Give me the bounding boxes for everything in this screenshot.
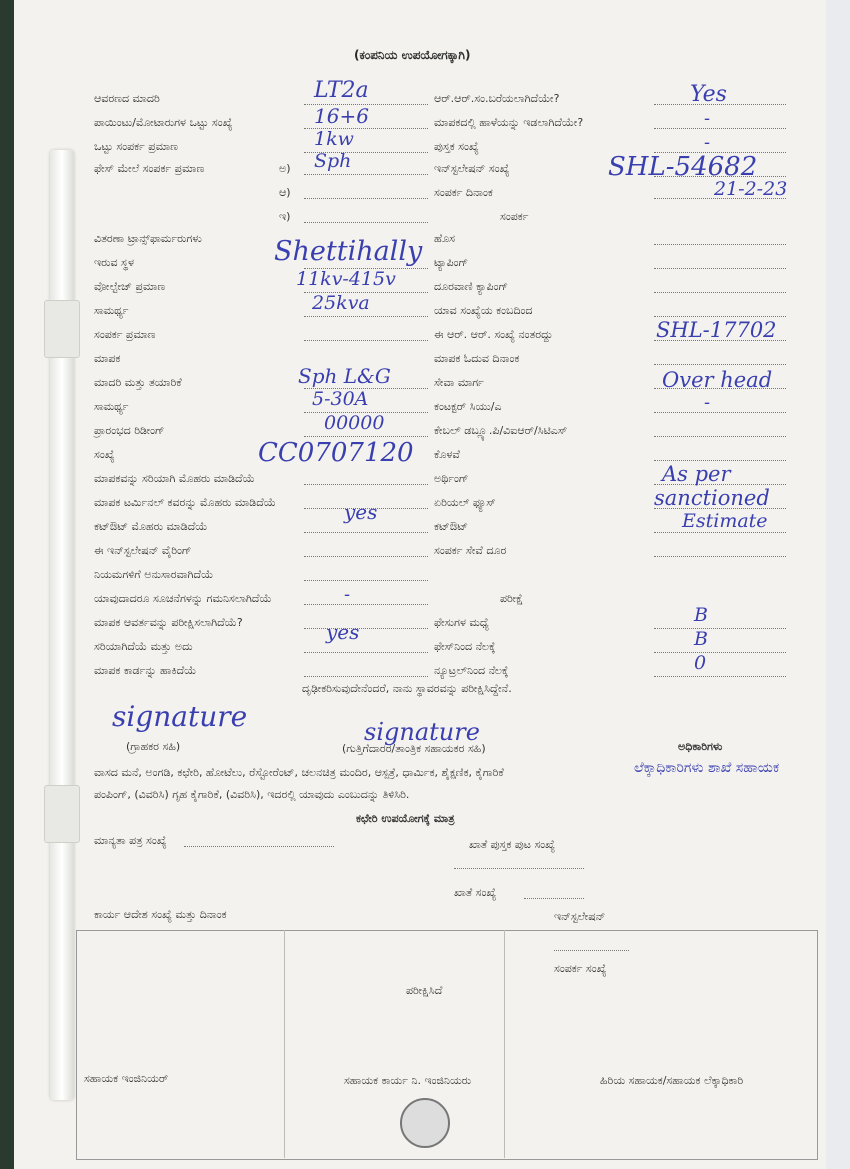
hw-dash: -	[344, 584, 351, 605]
hw-installation-type: LT2a	[314, 78, 369, 103]
field-label: ಮಾನ್ಯತಾ ಪತ್ರ ಸಂಖ್ಯೆ	[94, 834, 167, 847]
fill-line	[304, 222, 428, 223]
field-label: ಈ ಆರ್. ಆರ್. ಸಂಖ್ಯೆ ನಂತರದ್ದು	[434, 328, 553, 341]
fill-line	[654, 364, 786, 365]
company-logo-seal	[400, 1098, 450, 1148]
field-label: ಯಾವುದಾದರೂ ಸೂಚನೆಗಳನ್ನು ಗಮನಿಸಲಾಗಿದೆಯೆ	[94, 592, 272, 605]
field-label: ದೂರವಾಣಿ ಕ್ಯಾಪಿಂಗ್	[434, 280, 508, 293]
hw-voltage: 11kv-415v	[296, 268, 396, 290]
field-label: ಸಂಪರ್ಕ	[500, 210, 529, 223]
fill-line	[304, 628, 428, 629]
hw-earthing-2: sanctioned	[654, 486, 770, 510]
field-label: ಹೊಸ	[434, 232, 455, 245]
field-label: ಸಾಮರ್ಥ್ಯ	[94, 400, 129, 413]
field-label: ಅರ್ಥಿಂಗ್	[434, 472, 469, 485]
sub-marker: ಆ)	[279, 186, 291, 199]
hw-phase-phase: B	[694, 604, 708, 626]
field-label: ಫೇಸ್‌ನಿಂದ ನೆಲಕ್ಕೆ	[434, 640, 496, 653]
hw-initial-reading: 00000	[324, 412, 385, 434]
field-label: ಕೊಳವೆ	[434, 448, 460, 461]
fill-line	[654, 556, 786, 557]
field-label: ಆರ್.ಆರ್.ಸಂ.ಬರೆಯಲಾಗಿದೆಯೇ?	[434, 92, 560, 105]
office-use-title: ಕಛೇರಿ ಉಪಯೋಗಕ್ಕೆ ಮಾತ್ರ	[356, 812, 455, 825]
fill-line	[554, 950, 629, 951]
fill-line	[304, 436, 428, 437]
field-label: ಕೇಬಲ್ ಡಬ್ಲ್ಯೂ.ಪಿ/ವಿಐಆರ್/ಸಿಟಿಎಸ್	[434, 424, 568, 437]
hw-after-rr-number: SHL-17702	[656, 318, 777, 342]
fill-line	[304, 316, 428, 317]
hw-seal-yes: yes	[344, 500, 378, 524]
sub-marker: ಇ)	[279, 210, 291, 223]
fill-line	[184, 846, 334, 847]
field-label: ಮಾಪಕ ಕಾರ್ಡನ್ನು ಹಾಕಿದೆಯೆ	[94, 664, 197, 677]
field-label: ಮಾಪಕ	[94, 352, 121, 365]
table-divider	[284, 930, 286, 1158]
fill-line	[654, 676, 786, 677]
fill-line	[654, 652, 786, 653]
officer-sign-label: ಅಧಿಕಾರಿಗಳು	[678, 740, 723, 753]
fill-line	[304, 484, 428, 485]
usage-line: ವಾಸದ ಮನೆ, ಅಂಗಡಿ, ಕಛೇರಿ, ಹೋಟೆಲು, ರೆಸ್ಟೋರೆಂಟ್, ಚಲನಚಿತ್ರ ಮಂದಿರ, ಆಸ್ಪತ್ರೆ, ಧಾರ್ಮಿಕ, ಶೈಕ್ಷಣಿಕ, ಕೈಗಾರಿಕೆ	[94, 766, 504, 779]
hw-dash: -	[704, 108, 711, 129]
fill-line	[654, 128, 786, 129]
field-label: ಇನ್‌ಸ್ಟಲೇಷನ್ ಸಂಖ್ಯೆ	[434, 162, 510, 175]
fill-line	[304, 198, 428, 199]
field-label: ಕಂಟಕ್ಟರ್ ಸಿಯು/ಎ	[434, 400, 502, 413]
field-label: ಯಾವ ಸಂಖ್ಯೆಯ ಕಂಬದಿಂದ	[434, 304, 533, 317]
fill-line	[654, 412, 786, 413]
field-label: ಪರೀಕ್ಷಿಸಿದೆ	[406, 984, 443, 997]
hw-location: Shettihally	[274, 236, 423, 267]
field-label: ಮಾಪಕ ಟರ್ಮಿನಲ್ ಕವರನ್ನು ಮೊಹರು ಮಾಡಿದೆಯೆ	[94, 496, 276, 509]
ae-sign-label: ಸಹಾಯಕ ಇಂಜಿನಿಯರ್	[84, 1072, 169, 1085]
fill-line	[654, 532, 786, 533]
field-label: ಸಂಪರ್ಕ ಪ್ರಮಾಣ	[94, 328, 156, 341]
field-label: ಆವರಣದ ಮಾದರಿ	[94, 92, 160, 105]
table-divider	[504, 930, 506, 1158]
field-label: ಟ್ಯಾಪಿಂಗ್	[434, 256, 469, 269]
form-page	[14, 0, 840, 1169]
field-label: ಮಾಪಕದಲ್ಲಿ ಹಾಳೆಯನ್ನು ಇಡಲಾಗಿದೆಯೇ?	[434, 116, 584, 129]
aee-sign-label: ಸಹಾಯಕ ಕಾರ್ಯ ನಿ. ಇಂಜಿನಿಯರು	[344, 1074, 472, 1087]
hw-neutral-earth: 0	[694, 652, 707, 674]
field-label: ಒಟ್ಟು ಸಂಪರ್ಕ ಪ್ರಮಾಣ	[94, 140, 178, 153]
field-label: ವೋಲ್ಟೇಜ್ ಪ್ರಮಾಣ	[94, 280, 166, 293]
field-label: ನಿಯಮಗಳಿಗೆ ಅನುಸಾರವಾಗಿದೆಯೆ	[94, 568, 214, 581]
field-label: ಸರಿಯಾಗಿದೆಯೆ ಮತ್ತು ಅದು	[94, 640, 193, 653]
hw-phase: Sph	[314, 150, 352, 172]
fill-line	[454, 868, 584, 869]
field-label: ಈ ಇನ್‌ಸ್ಟಲೇಷನ್ ವೈರಿಂಗ್	[94, 544, 192, 557]
field-label: ಸಂಪರ್ಕ ಸಂಖ್ಯೆ	[554, 962, 607, 975]
hw-rr-yes: Yes	[690, 82, 727, 107]
fill-line	[654, 436, 786, 437]
fill-line	[654, 460, 786, 461]
declaration: ದೃಢೀಕರಿಸುವುದೇನೆಂದರೆ, ನಾನು ಸ್ಥಾವರವನ್ನು ಪರೀಕ್ಷಿಸಿದ್ದೇನೆ.	[302, 682, 512, 695]
field-label: ಖಾತೆ ಪುಸ್ತಕ ಪುಟ ಸಂಖ್ಯೆ	[469, 838, 556, 851]
hw-meter-number: CC0707120	[258, 438, 414, 468]
field-label: ಇನ್‌ಸ್ಟಲೇಷನ್	[554, 910, 606, 923]
fill-line	[304, 174, 428, 175]
fill-line	[654, 292, 786, 293]
hw-points: 16+6	[314, 104, 369, 128]
usage-line: ಪಂಪಿಂಗ್, (ವಿವರಿಸಿ) ಗೃಹ ಕೈಗಾರಿಕೆ, (ವಿವರಿಸಿ), ಇದರಲ್ಲಿ ಯಾವುದು ಎಂಬುದನ್ನು ತಿಳಿಸಿರಿ.	[94, 788, 410, 801]
fill-line	[304, 556, 428, 557]
fill-line	[304, 676, 428, 677]
field-label: ಕಟ್‌ಔಟ್	[434, 520, 468, 533]
field-label: ನ್ಯೂಟ್ರಲ್‌ನಿಂದ ನೆಲಕ್ಕೆ	[434, 664, 509, 677]
field-label: ಫೇಸುಗಳ ಮಧ್ಯೆ	[434, 616, 489, 629]
binder-clip	[44, 300, 80, 358]
field-label: ಸಂಪರ್ಕ ಸೇವೆ ದೂರ	[434, 544, 507, 557]
hw-meter-make: Sph L&G	[298, 364, 391, 388]
page-edge	[826, 0, 850, 1169]
binder-spine	[50, 150, 74, 1100]
field-label: ಮಾಪಕವನ್ನು ಸರಿಯಾಗಿ ಮೊಹರು ಮಾಡಿದೆಯೆ	[94, 472, 255, 485]
binder-clip	[44, 785, 80, 843]
hw-dash: -	[704, 132, 711, 153]
form-header: (ಕಂಪನಿಯ ಉಪಯೋಗಕ್ಕಾಗಿ)	[354, 48, 471, 62]
hw-phase-earth: B	[694, 628, 708, 650]
field-label: ಸೇವಾ ಮಾರ್ಗ	[434, 376, 484, 389]
fill-line	[524, 898, 584, 899]
hw-installation-number: SHL-54682	[608, 152, 758, 182]
customer-sign-label: (ಗ್ರಾಹಕರ ಸಹಿ)	[126, 740, 181, 753]
field-label: ಫೇಸ್ ಮೇಲೆ ಸಂಪರ್ಕ ಪ್ರಮಾಣ	[94, 162, 205, 175]
field-label: ಪ್ರಾರಂಭದ ರಿಡೀಂಗ್	[94, 424, 165, 437]
fill-line	[304, 580, 428, 581]
hw-service-line: Over head	[662, 368, 773, 392]
fill-line	[654, 316, 786, 317]
field-label: ಮಾದರಿ ಮತ್ತು ತಯಾರಿಕೆ	[94, 376, 182, 389]
field-label: ಮಾಪಕ ಓದುವ ದಿನಾಂಕ	[434, 352, 520, 365]
field-label: ಕಾರ್ಯ ಆದೇಶ ಸಂಖ್ಯೆ ಮತ್ತು ದಿನಾಂಕ	[94, 908, 227, 921]
hw-dash: -	[704, 392, 711, 413]
hw-capacity: 25kva	[312, 292, 370, 314]
fill-line	[304, 532, 428, 533]
hw-card-yes: yes	[326, 620, 360, 644]
contractor-sign-label: (ಗುತ್ತಿಗೆದಾರರ/ತಾಂತ್ರಿಕ ಸಹಾಯಕರ ಸಹಿ)	[342, 742, 486, 755]
field-label: ಇರುವ ಸ್ಥಳ	[94, 256, 134, 269]
field-label: ಏರಿಯಲ್ ಫ್ಯೂಸ್	[434, 496, 496, 509]
fill-line	[654, 268, 786, 269]
sao-sign-label: ಹಿರಿಯ ಸಹಾಯಕ/ಸಹಾಯಕ ಲೆಕ್ಕಾಧಿಕಾರಿ	[600, 1074, 744, 1087]
hw-earthing-1: As per	[662, 462, 731, 486]
fill-line	[304, 652, 428, 653]
fill-line	[304, 604, 428, 605]
field-label: ಸಾಮರ್ಥ್ಯ	[94, 304, 129, 317]
fill-line	[654, 244, 786, 245]
field-label: ಖಾತೆ ಸಂಖ್ಯೆ	[454, 886, 497, 899]
field-label: ಕಟ್‌ಔಟ್ ಮೊಹರು ಮಾಡಿದೆಯೆ	[94, 520, 208, 533]
officer-stamp: ಲೆಕ್ಕಾಧಿಕಾರಿಗಳು ಶಾಖೆ ಸಹಾಯಕ	[634, 760, 780, 776]
field-label: ಸಂಖ್ಯೆ	[94, 448, 115, 461]
contractor-signature: signature	[364, 718, 480, 746]
hw-earthing-3: Estimate	[682, 510, 768, 532]
customer-signature: signature	[112, 700, 248, 733]
field-label: ಪರೀಕ್ಷೆ	[500, 592, 524, 605]
fill-line	[654, 628, 786, 629]
hw-load: 1kw	[314, 128, 354, 150]
sub-marker: ಅ)	[279, 162, 291, 175]
hw-meter-capacity: 5-30A	[312, 388, 369, 410]
field-label: ವಿತರಣಾ ಟ್ರಾನ್ಸ್‌ಫಾರ್ಮರುಗಳು	[94, 232, 202, 245]
fill-line	[304, 340, 428, 341]
field-label: ಮಾಪಕ ಆವರ್ತವನ್ನು ಪರೀಕ್ಷಿಸಲಾಗಿದೆಯೆ?	[94, 616, 243, 629]
hw-connection-date: 21-2-23	[714, 178, 788, 200]
field-label: ಸಂಪರ್ಕ ದಿನಾಂಕ	[434, 186, 493, 199]
field-label: ಪುಸ್ತಕ ಸಂಖ್ಯೆ	[434, 140, 479, 153]
field-label: ಪಾಯಿಂಟು/ಮೋಟಾರುಗಳ ಒಟ್ಟು ಸಂಖ್ಯೆ	[94, 116, 233, 129]
